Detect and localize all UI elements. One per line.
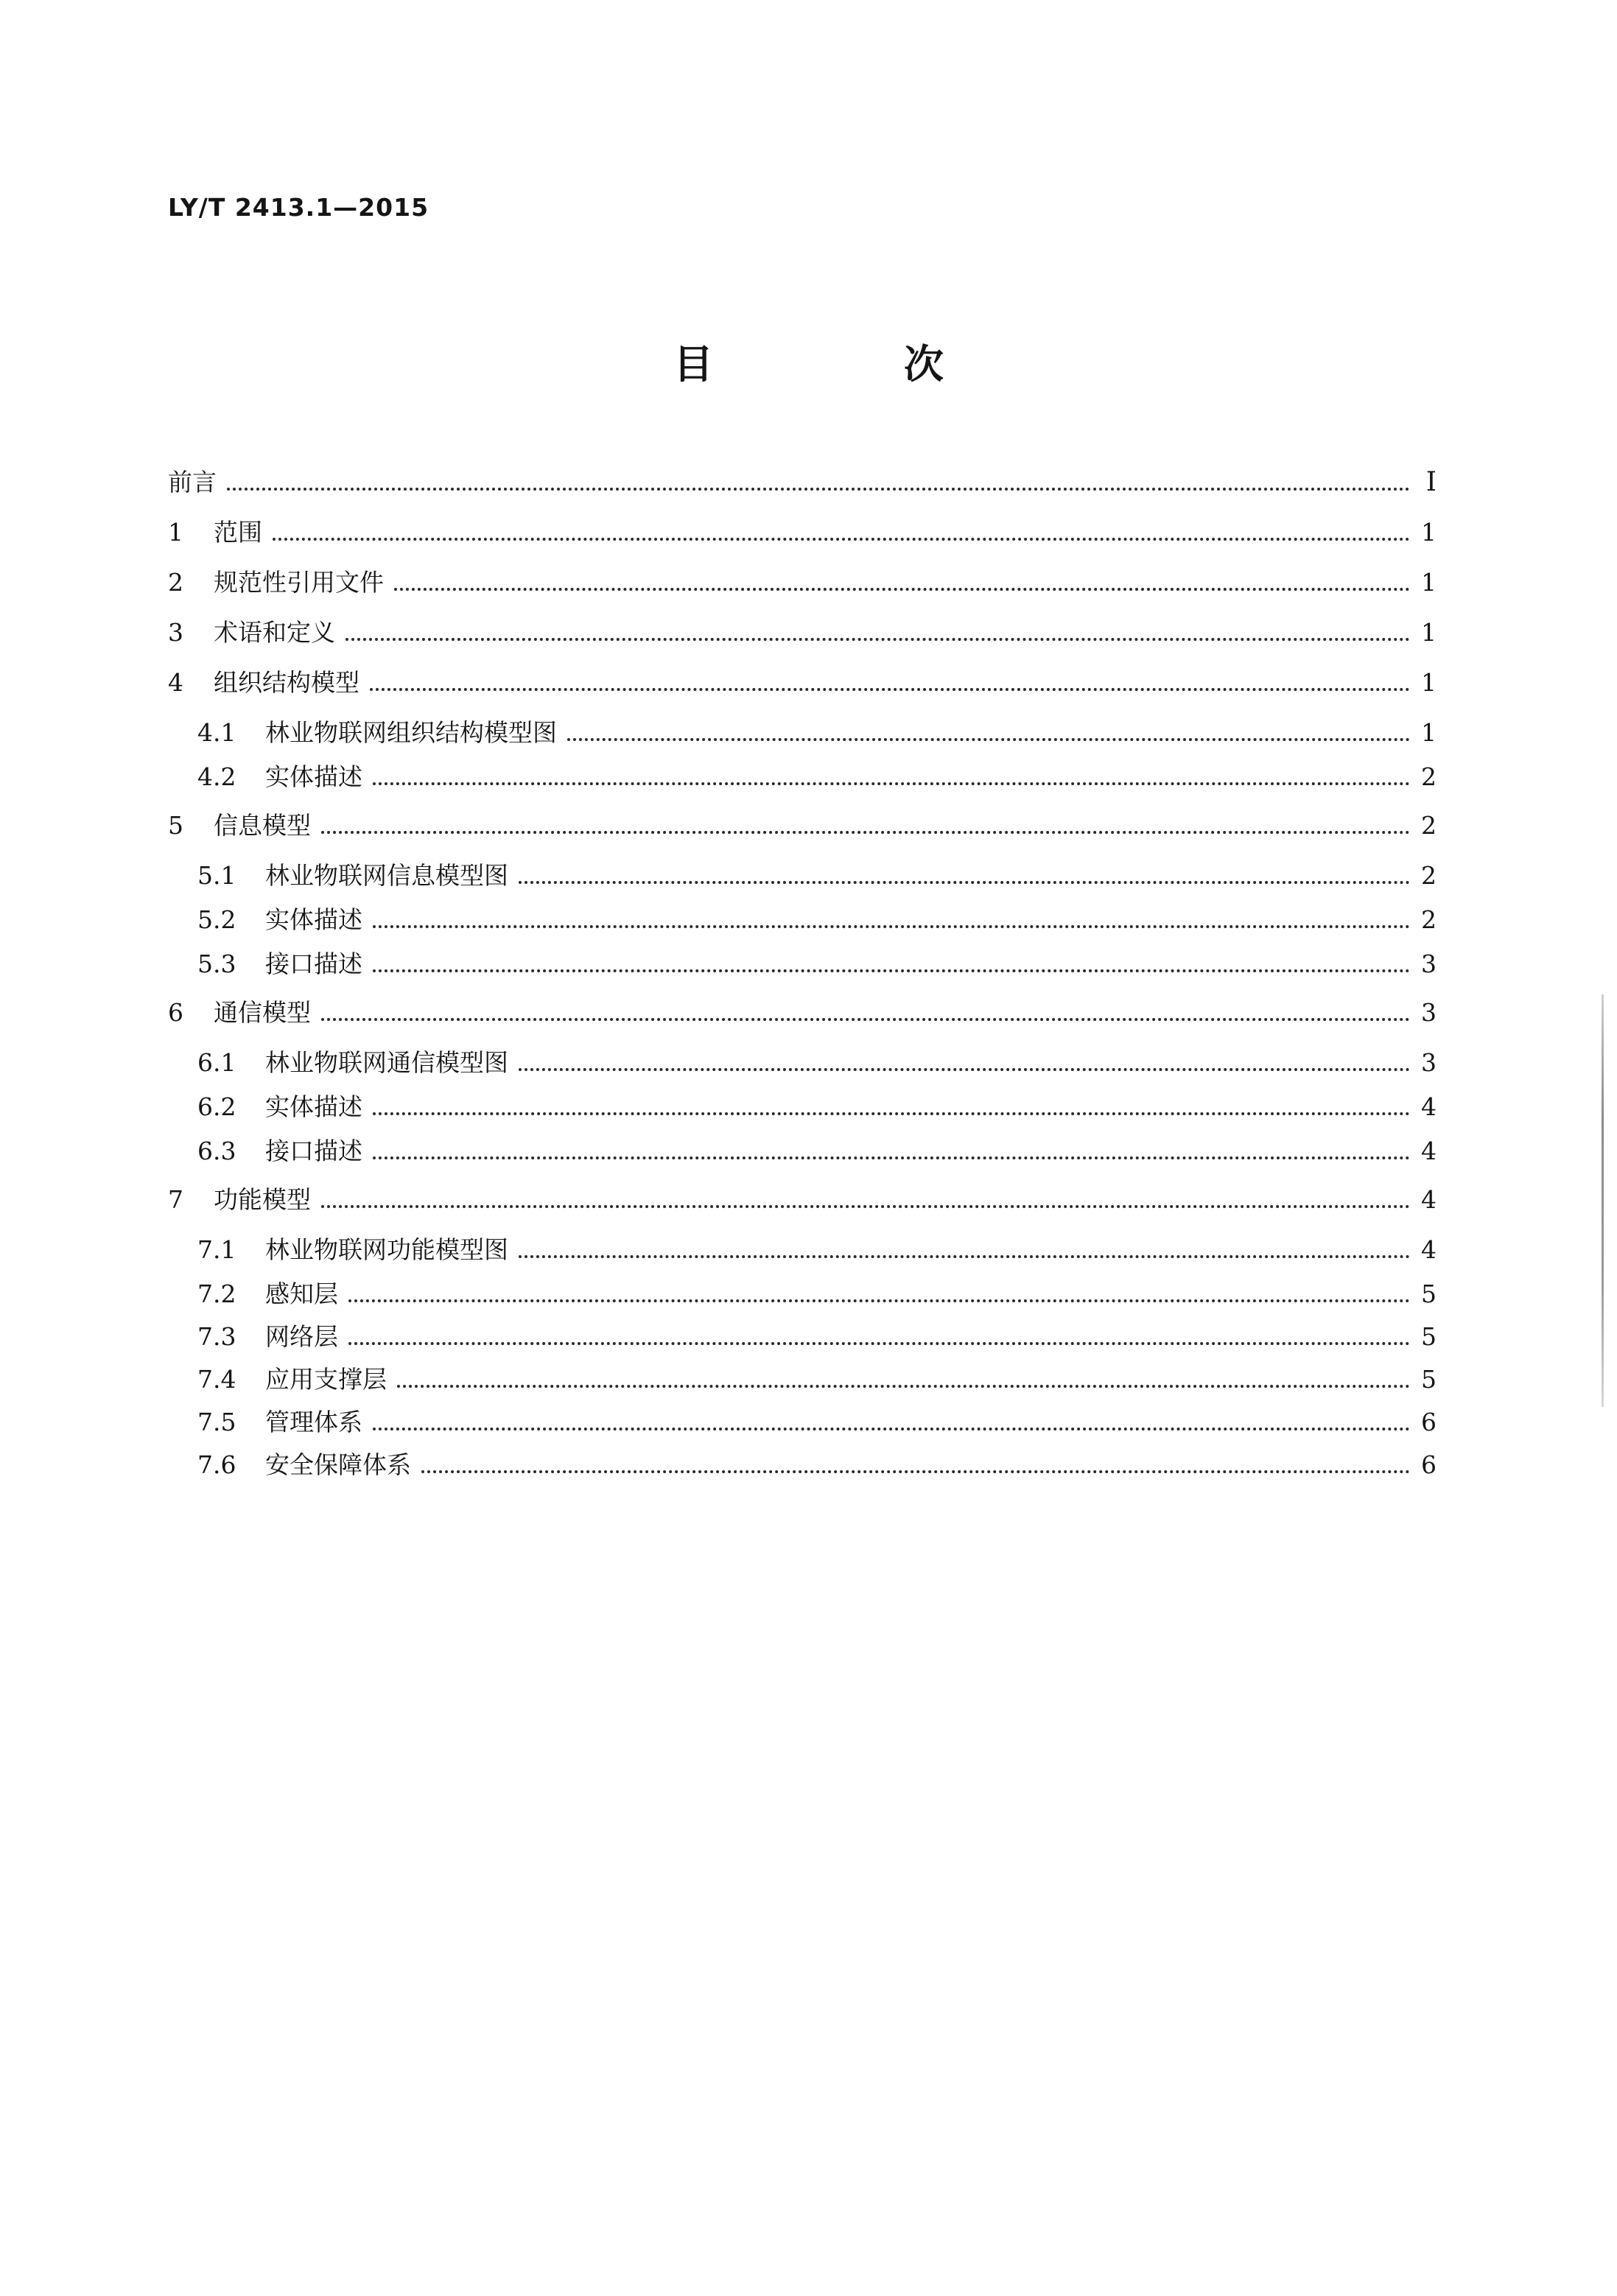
- dot-leader: [519, 1068, 1410, 1071]
- toc-entry-label: 应用支撑层: [265, 1365, 387, 1394]
- toc-entry-7-4[interactable]: [168, 1358, 1437, 1394]
- dot-leader: [373, 925, 1410, 928]
- dot-leader: [519, 881, 1410, 884]
- toc-entry-number: 7.6: [197, 1450, 236, 1479]
- toc-entry-label: 实体描述: [265, 762, 362, 791]
- toc-entry-number: 5.3: [197, 949, 236, 978]
- dot-leader: [373, 969, 1410, 972]
- toc-entry-page: 4: [1421, 1137, 1437, 1165]
- toc-entry-number: 7.3: [197, 1322, 236, 1351]
- toc-entry-page: 3: [1421, 949, 1437, 978]
- dot-leader: [373, 1156, 1410, 1159]
- toc-entry-number: 5.2: [197, 905, 236, 934]
- toc-entry-label: 前言: [168, 468, 217, 496]
- toc-entry-label: 感知层: [265, 1279, 338, 1308]
- toc-entry-label: 管理体系: [265, 1408, 362, 1436]
- toc-entry-page: 1: [1421, 668, 1437, 697]
- toc-entry-4[interactable]: [168, 661, 1437, 698]
- toc-entry-label: 信息模型: [214, 811, 311, 840]
- toc-entry-page: 1: [1421, 568, 1437, 597]
- toc-entry-label: 范围: [214, 518, 262, 547]
- toc-entry-label: 接口描述: [265, 949, 362, 978]
- toc-entry-label: 实体描述: [265, 1092, 362, 1121]
- dot-leader: [227, 488, 1410, 491]
- toc-entry-label: 林业物联网功能模型图: [265, 1235, 508, 1264]
- toc-entry-number: 1: [168, 518, 183, 547]
- toc-entry-7[interactable]: [168, 1178, 1437, 1215]
- toc-entry-label: 组织结构模型: [214, 668, 359, 697]
- toc-entry-number: 2: [168, 568, 183, 597]
- toc-entry-number: 7.4: [197, 1365, 236, 1394]
- toc-entry-number: 6.1: [197, 1048, 236, 1077]
- toc-entry-label: 网络层: [265, 1322, 338, 1351]
- toc-entry-page: 3: [1421, 998, 1437, 1027]
- toc-entry-7-2[interactable]: [168, 1272, 1437, 1309]
- toc-entry-page: 2: [1421, 811, 1437, 840]
- toc-entry-page: 4: [1421, 1235, 1437, 1264]
- toc-entry-page: 5: [1421, 1279, 1437, 1308]
- dot-leader: [346, 638, 1410, 641]
- toc-entry-number: 3: [168, 618, 183, 647]
- toc-entry-page: 2: [1421, 762, 1437, 791]
- toc-entry-1[interactable]: [168, 510, 1437, 547]
- dot-leader: [321, 831, 1410, 834]
- dot-leader: [348, 1342, 1410, 1345]
- toc-entry-label: 术语和定义: [214, 618, 335, 647]
- toc-entry-label: 规范性引用文件: [214, 568, 384, 597]
- toc-entry-label: 接口描述: [265, 1137, 362, 1165]
- toc-entry-label: 安全保障体系: [265, 1450, 411, 1479]
- toc-entry-6[interactable]: [168, 991, 1437, 1028]
- dot-leader: [321, 1205, 1410, 1208]
- toc-entry-5-3[interactable]: [168, 942, 1437, 979]
- toc-entry-label: 功能模型: [214, 1185, 311, 1214]
- toc-entry-number: 6: [168, 998, 183, 1027]
- dot-leader: [273, 538, 1410, 541]
- toc-entry-number: 7: [168, 1185, 183, 1214]
- toc-entry-page: 5: [1421, 1365, 1437, 1394]
- toc-entry-7-3[interactable]: [168, 1315, 1437, 1352]
- dot-leader: [370, 688, 1410, 691]
- toc-entry-page: 2: [1421, 861, 1437, 890]
- toc-entry-number: 4: [168, 668, 183, 697]
- toc-entry-number: 7.1: [197, 1235, 236, 1264]
- dot-leader: [567, 738, 1410, 741]
- toc-entry-preface[interactable]: [168, 460, 1437, 497]
- toc-entry-page: 2: [1421, 905, 1437, 934]
- toc-entry-page: 1: [1421, 718, 1437, 747]
- toc-entry-label: 林业物联网组织结构模型图: [265, 718, 557, 747]
- toc-entry-number: 7.5: [197, 1408, 236, 1436]
- toc-entry-6-3[interactable]: [168, 1129, 1437, 1166]
- toc-entry-number: 5.1: [197, 861, 236, 890]
- standard-code: LY/T 2413.1—2015: [168, 193, 429, 222]
- toc-entry-label: 实体描述: [265, 905, 362, 934]
- toc-entry-label: 林业物联网信息模型图: [265, 861, 508, 890]
- dot-leader: [321, 1018, 1410, 1021]
- toc-entry-7-1[interactable]: [168, 1228, 1437, 1265]
- toc-entry-5-1[interactable]: [168, 854, 1437, 891]
- dot-leader: [373, 1428, 1410, 1430]
- toc-entry-number: 7.2: [197, 1279, 236, 1308]
- toc-entry-6-1[interactable]: [168, 1041, 1437, 1078]
- toc-entry-5-2[interactable]: [168, 898, 1437, 935]
- toc-entry-number: 6.2: [197, 1092, 236, 1121]
- dot-leader: [373, 1112, 1410, 1115]
- toc-entry-3[interactable]: [168, 611, 1437, 647]
- toc-entry-4-1[interactable]: [168, 711, 1437, 748]
- page-title: 目 次: [673, 341, 1032, 387]
- dot-leader: [519, 1255, 1410, 1258]
- scan-edge-mark: [1602, 994, 1604, 1407]
- dot-leader: [394, 588, 1410, 591]
- toc-entry-number: 4.2: [197, 762, 236, 791]
- toc-entry-7-5[interactable]: [168, 1400, 1437, 1437]
- toc-entry-page: 1: [1421, 618, 1437, 647]
- toc-entry-page: 4: [1421, 1092, 1437, 1121]
- toc-entry-7-6[interactable]: [168, 1443, 1437, 1480]
- toc-entry-page: 5: [1421, 1322, 1437, 1351]
- toc-entry-page: 3: [1421, 1048, 1437, 1077]
- toc-entry-page: I: [1425, 467, 1437, 497]
- dot-leader: [397, 1385, 1410, 1388]
- dot-leader: [421, 1470, 1410, 1473]
- toc-entry-label: 林业物联网通信模型图: [265, 1048, 508, 1077]
- toc-entry-5[interactable]: [168, 804, 1437, 840]
- toc-entry-4-2[interactable]: [168, 755, 1437, 792]
- toc-entry-page: 6: [1421, 1450, 1437, 1479]
- toc-entry-page: 1: [1421, 518, 1437, 547]
- toc-entry-label: 通信模型: [214, 998, 311, 1027]
- toc-entry-page: 6: [1421, 1408, 1437, 1436]
- toc-entry-number: 5: [168, 811, 183, 840]
- toc-entry-6-2[interactable]: [168, 1085, 1437, 1122]
- toc-entry-page: 4: [1421, 1185, 1437, 1214]
- dot-leader: [348, 1299, 1410, 1302]
- toc-entry-2[interactable]: [168, 561, 1437, 597]
- toc-entry-number: 6.3: [197, 1137, 236, 1165]
- toc-entry-number: 4.1: [197, 718, 236, 747]
- dot-leader: [373, 782, 1410, 785]
